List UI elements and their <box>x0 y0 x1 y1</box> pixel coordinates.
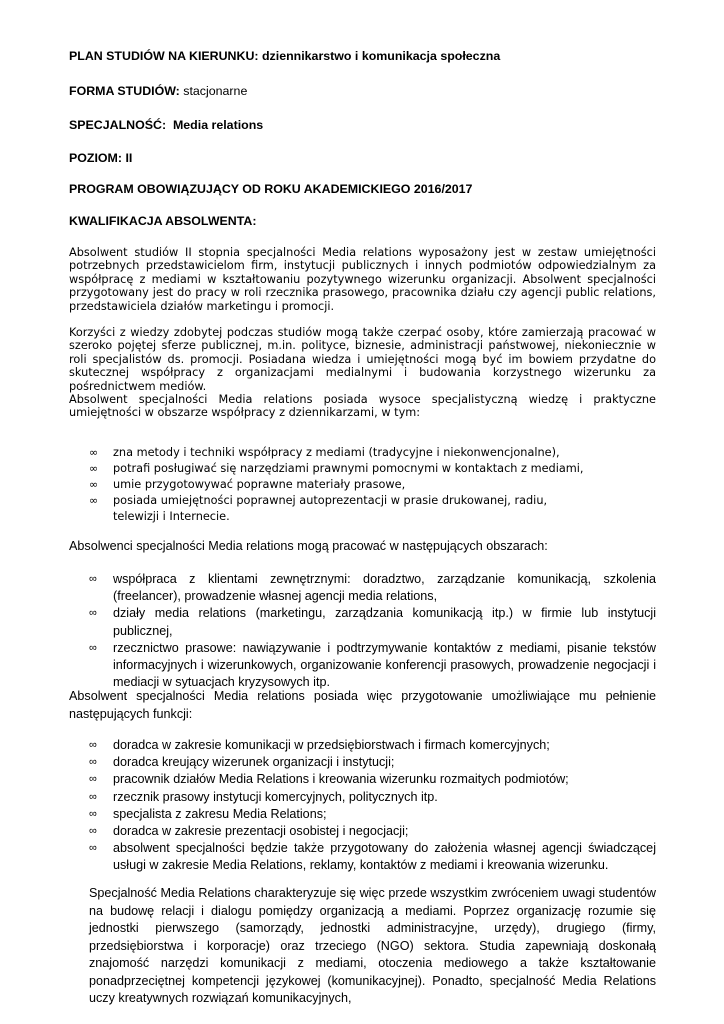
specjalnosc-value: Media relations <box>172 118 264 132</box>
list-item: ∞ zna metody i techniki współpracy z mediami (tradycyjne i niekonwencjonalne), <box>89 446 560 459</box>
infinity-bullet-icon: ∞ <box>89 478 99 491</box>
intro-paragraph-2: Korzyści z wiedzy zdobytej podczas studiów mogą także czerpać osoby, które zamierzają pracować w szeroko pojętej sferze publicznej, m.in. polityce, biznesie, administracji państwowej, niekoniecznie w roli specjalistów ds. promocji. Posiadana wiedza i umiejętności mogą być im bowiem przydatne do skutecznej współpracy z organizacjami medialnymi i budowania korzystnego wizerunku za pośrednictwem mediów. <box>69 326 656 393</box>
forma-heading <box>69 83 247 99</box>
list-item: ∞ absolwent specjalności będzie także przygotowany do założenia własnej agencji świadczącej usługi w zakresie Media Relations, reklamy, kontaktów z mediami i kreowania wizerunku. <box>89 841 656 873</box>
infinity-bullet-icon: ∞ <box>89 825 97 838</box>
infinity-bullet-icon: ∞ <box>89 494 99 507</box>
plan-label: PLAN STUDIÓW NA KIERUNKU: <box>69 49 259 63</box>
intro-paragraph-3: Absolwent specjalności Media relations posiada wysoce specjalistyczną wiedzę i praktyczne umiejętności w obszarze współpracy z dziennikarzami, w tym: <box>69 393 656 420</box>
list-item: ∞ umie przygotowywać poprawne materiały prasowe, <box>89 478 406 491</box>
plan-value: dziennikarstwo i komunikacja społeczna <box>261 49 501 63</box>
poziom-value: II <box>125 151 133 165</box>
list-item: ∞ rzecznik prasowy instytucji komercyjnych, politycznych itp. <box>69 789 656 806</box>
list-item: ∞ doradca w zakresie komunikacji w przedsiębiorstwach i firmach komercyjnych; <box>69 737 656 754</box>
infinity-bullet-icon: ∞ <box>89 641 97 654</box>
infinity-bullet-icon: ∞ <box>89 607 97 620</box>
functions-paragraph: Absolwent specjalności Media relations posiada więc przygotowanie umożliwiające mu pełnienie następujących funkcji: <box>69 689 656 721</box>
plan-heading <box>69 48 500 64</box>
list-item: ∞ rzecznictwo prasowe: nawiązywanie i podtrzymywanie kontaktów z mediami, pisanie tekstów informacyjnych i wizerunkowych, organizowanie konferencji prasowych, prowadzenie negocjacji i mediacji w sytuacjach kryzysowych itp. <box>89 640 656 690</box>
infinity-bullet-icon: ∞ <box>89 790 97 803</box>
infinity-bullet-icon: ∞ <box>89 807 97 820</box>
list-item: ∞ pracownik działów Media Relations i kreowania wizerunku rozmaitych podmiotów; <box>69 771 656 788</box>
list-item: ∞ współpraca z klientami zewnętrznymi: doradztwo, zarządzanie komunikacją, szkolenia (freelancer), prowadzenie własnej agencji media relations, <box>89 572 656 604</box>
list-item: ∞ posiada umiejętności poprawnej autoprezentacji w prasie drukowanej, radiu, telewizji i Internecie. <box>89 494 548 523</box>
infinity-bullet-icon: ∞ <box>89 739 97 751</box>
specialization-paragraph: Specjalność Media Relations charakteryzuje się więc przede wszystkim zwróceniem uwagi studentów na budowę relacji i dialogu pomiędzy organizacją a mediami. Poprzez organizację rozumie się jednostki pierwszego (samorządy, jednostki administracyjne, urzędy), drugiego (firmy, przedsiębiorstwa i korporacje) oraz trzeciego (NGO) sektora. Studia zapewniają doskonałą znajomość narzędzi komunikacji z mediami, otoczenia mediowego a także kształtowanie ponadprzeciętnej kompetencji językowej (komunikacyjnej). Ponadto, specjalność Media Relations uczy kreatywnych rozwiązań komunikacyjnych, <box>89 886 656 1005</box>
forma-value: stacjonarne <box>183 84 248 98</box>
areas-list <box>69 571 656 691</box>
areas-paragraph: Absolwenci specjalności Media relations mogą pracować w następujących obszarach: <box>69 539 548 553</box>
program-heading: PROGRAM OBOWIĄZUJĄCY OD ROKU AKADEMICKIEGO 2016/2017 <box>69 182 473 196</box>
kwalifikacja-heading: KWALIFIKACJA ABSOLWENTA: <box>69 214 257 228</box>
infinity-bullet-icon: ∞ <box>89 573 97 585</box>
intro-paragraph-1: Absolwent studiów II stopnia specjalności Media relations wyposażony jest w zestaw umiejętności potrzebnych przedstawicielom firm, instytucji publicznych i innych podmiotów odpowiedzialnym za współpracę z mediami w kształtowaniu pozytywnego wizerunku organizacji. Absolwent specjalności przygotowany jest do pracy w roli rzecznika prasowego, pracownika działu czy agencji public relations, przedstawiciela działów marketingu i promocji. <box>69 246 656 313</box>
poziom-label: POZIOM: <box>69 151 122 165</box>
poziom-heading <box>69 150 132 166</box>
skills-list <box>69 445 656 525</box>
infinity-bullet-icon: ∞ <box>89 462 99 475</box>
infinity-bullet-icon: ∞ <box>89 756 97 769</box>
functions-list <box>69 737 656 875</box>
infinity-bullet-icon: ∞ <box>89 446 99 459</box>
list-item: ∞ potrafi posługiwać się narzędziami prawnymi pomocnymi w kontaktach z mediami, <box>89 462 584 475</box>
specjalnosc-label: SPECJALNOŚĆ: <box>69 118 167 132</box>
list-item: ∞ doradca w zakresie prezentacji osobistej i negocjacji; <box>69 823 656 840</box>
forma-label: FORMA STUDIÓW: <box>69 84 180 98</box>
list-item: ∞ doradca kreujący wizerunek organizacji i instytucji; <box>69 754 656 771</box>
specjalnosc-heading <box>69 117 263 133</box>
infinity-bullet-icon: ∞ <box>89 773 97 786</box>
list-item: ∞ specjalista z zakresu Media Relations; <box>69 806 656 823</box>
list-item: ∞ działy media relations (marketingu, zarządzania komunikacją itp.) w firmie lub instytucji publicznej, <box>89 606 656 638</box>
infinity-bullet-icon: ∞ <box>89 842 97 855</box>
